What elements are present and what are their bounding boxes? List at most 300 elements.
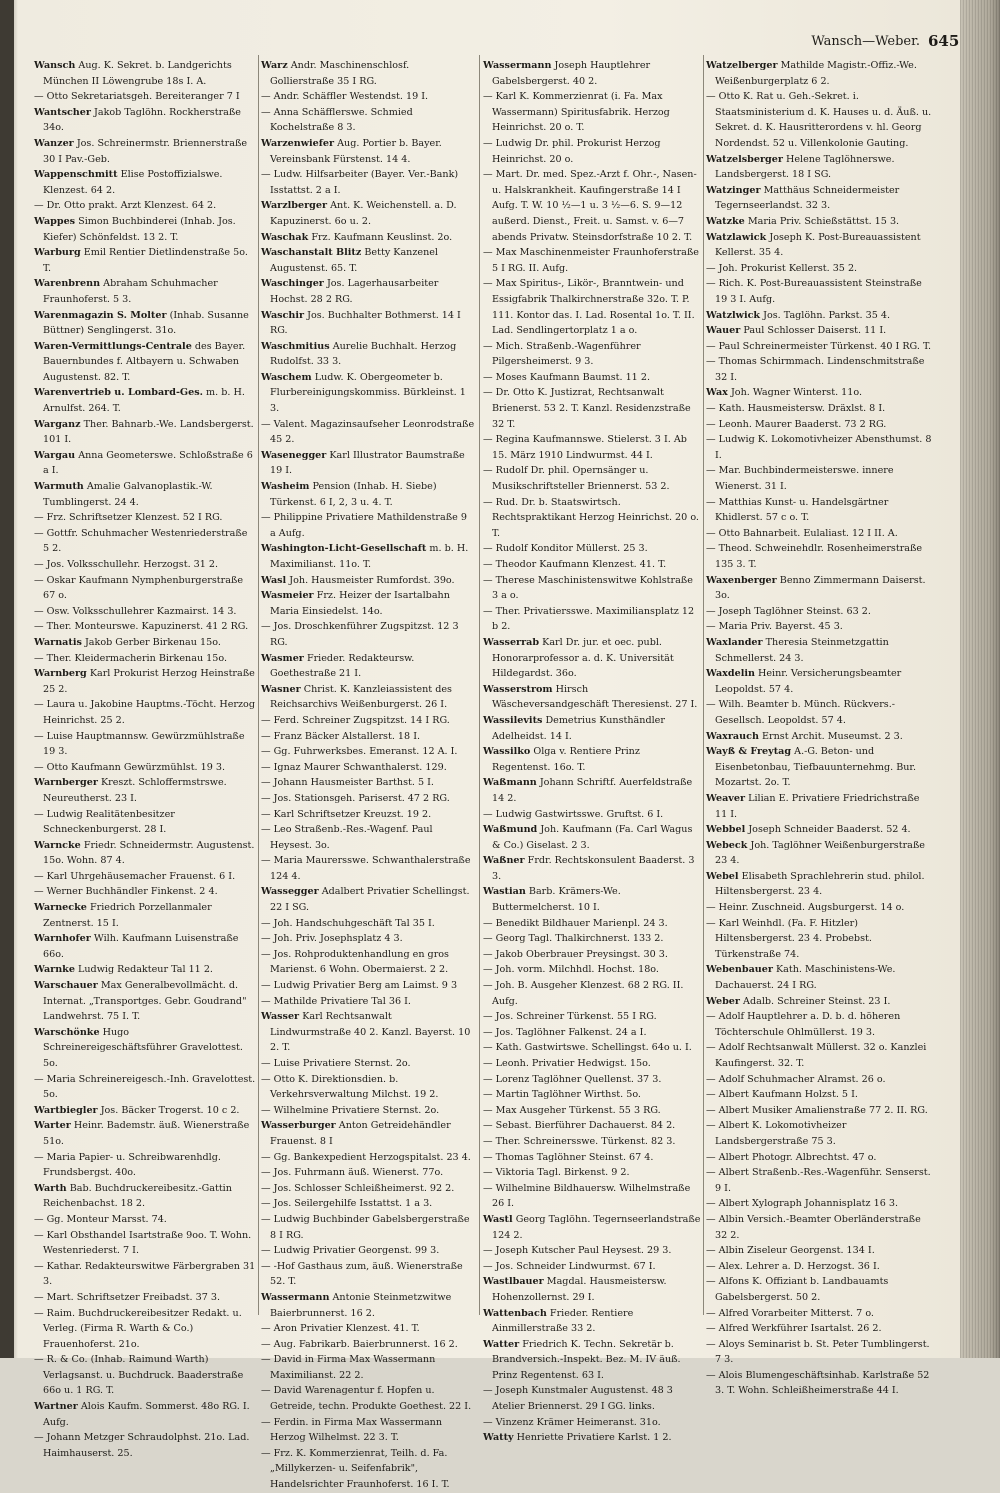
directory-entry (483, 1134, 701, 1150)
entry-details: — Leo Straßenb.-Res.-Wagenf. Paul Heysest. 3o. (261, 824, 433, 851)
entry-details: — Lorenz Taglöhner Quellenst. 37 3. (483, 1073, 662, 1085)
entry-surname: Wastl (483, 1213, 513, 1225)
directory-entry (483, 713, 701, 744)
directory-entry (706, 276, 932, 307)
directory-entry (706, 1368, 932, 1399)
directory-entry (706, 1118, 932, 1149)
running-header: Wansch—Weber. (811, 34, 920, 49)
entry-details: Hirsch Wäscheversandgeschäft Theresienst. 27 I. (492, 683, 698, 711)
directory-entry (261, 1009, 475, 1056)
page-edge-stack (960, 0, 1000, 1358)
entry-surname: Warnatis (34, 636, 82, 648)
directory-entry (483, 1087, 701, 1103)
entry-details: Kath. Maschinistens-We. Dachauerst. 24 I RG. (715, 964, 896, 992)
directory-entry (483, 1243, 701, 1259)
entry-details: Pension (Inhab. H. Siebe) Türkenst. 6 I, 2, 3 u. 4. T. (270, 481, 437, 508)
entry-surname: Waßner (483, 855, 525, 867)
entry-details: — Laura u. Jakobine Hauptms.-Töcht. Herzog Heinrichst. 25 2. (34, 699, 255, 726)
entry-details: — Regina Kaufmannswe. Stielerst. 3 I. Ab 15. März 1910 Lindwurmst. 44 I. (483, 434, 687, 461)
entry-details: — Jos. Schreiner Türkenst. 55 I RG. (483, 1011, 657, 1023)
entry-surname: Wassermann (483, 60, 552, 71)
entry-details: — Maria Priv. Bayerst. 45 3. (706, 621, 843, 633)
directory-entry (706, 1337, 932, 1368)
directory-entry (261, 588, 475, 619)
directory-entry (483, 775, 701, 806)
directory-entry (34, 931, 256, 962)
entry-surname: Wasner (261, 683, 301, 695)
directory-entry (34, 417, 256, 448)
entry-surname: Warth (34, 1182, 67, 1194)
entry-details: — Rudolf Konditor Müllerst. 25 3. (483, 543, 648, 555)
entry-details: — Ther. Kleidermacherin Birkenau 15o. (34, 652, 228, 664)
directory-entry (706, 1072, 932, 1088)
entry-details: — Aloys Seminarist b. St. Peter Tumblingerst. 7 3. (706, 1338, 930, 1366)
entry-details: — Benedikt Bildhauer Marienpl. 24 3. (483, 917, 668, 929)
directory-entry (34, 557, 256, 573)
entry-surname: Warnke (34, 964, 75, 976)
entry-details: Jakob Gerber Birkenau 15o. (84, 636, 221, 648)
entry-details: — Raim. Buchdruckereibesitzer Redakt. u. Verleg. (Firma R. Warth & Co.) Frauenhoferst. 21o. (34, 1307, 242, 1350)
directory-entry (261, 1259, 475, 1290)
entry-details: — Ther. Schreinersswe. Türkenst. 82 3. (483, 1135, 676, 1147)
entry-details: — Frz. Schriftsetzer Klenzest. 52 I RG. (34, 512, 223, 524)
entry-surname: Wappes (34, 215, 76, 227)
entry-surname: Wasenegger (261, 449, 327, 461)
column-rule (258, 55, 259, 1315)
directory-entry (34, 58, 256, 89)
entry-surname: Watzlawick (706, 231, 767, 243)
directory-entry (706, 1087, 932, 1103)
entry-details: — Joh. B. Ausgeher Klenzest. 68 2 RG. II. Aufg. (483, 980, 684, 1007)
entry-surname: Warncke (34, 839, 81, 851)
entry-details: — Max Spiritus-, Likör-, Branntwein- und Essigfabrik Thalkirchnerstraße 32o. T. P. 111. Kontor das. I. Lad. Rosental 1o. T. II. Lad. Sendlingertorplatz 1 a o. (483, 278, 695, 337)
entry-details: — Gottfr. Schuhmacher Westenriederstraße 5 2. (34, 527, 248, 555)
entry-details: — Moses Kaufmann Baumst. 11 2. (483, 371, 650, 383)
entry-details: Georg Taglöhn. Tegernseerlandstraße 124 2. (492, 1213, 701, 1241)
entry-details: — Wilhelmine Bildhauersw. Wilhelmstraße 26 I. (483, 1182, 691, 1210)
entry-details: — Andr. Schäffler Westendst. 19 I. (261, 91, 429, 103)
directory-entry (706, 744, 932, 791)
entry-details: — Jakob Oberbrauer Preysingst. 30 3. (483, 948, 668, 960)
directory-entry (261, 682, 475, 713)
entry-details: Simon Buchbinderei (Inhab. Jos. Kiefer) Schönfeldst. 13 2. T. (43, 215, 236, 243)
entry-surname: Washington-Licht-Gesellschaft (261, 543, 427, 555)
directory-entry (706, 58, 932, 89)
directory-entry (34, 697, 256, 728)
entry-surname: Webenbauer (706, 964, 773, 976)
entry-details: — Albert K. Lokomotivheizer Landsbergerstraße 75 3. (706, 1120, 847, 1147)
directory-entry (34, 448, 256, 479)
entry-details: Joh. Hausmeister Rumfordst. 39o. (289, 574, 455, 586)
directory-entry (706, 89, 932, 151)
directory-entry (261, 136, 475, 167)
directory-entry (483, 853, 701, 884)
directory-entry (706, 900, 932, 916)
directory-entry (483, 1056, 701, 1072)
entry-details: Joh. Kaufmann (Fa. Carl Wagus & Co.) Giselast. 2 3. (492, 824, 693, 851)
directory-entry (261, 853, 475, 884)
directory-entry (34, 198, 256, 214)
directory-entry (483, 1165, 701, 1181)
directory-entry (706, 1243, 932, 1259)
entry-details: — Ther. Privatiersswe. Maximiliansplatz 12 b 2. (483, 605, 695, 633)
directory-entry (483, 884, 701, 915)
entry-details: Benno Zimmermann Daiserst. 3o. (715, 574, 926, 602)
directory-entry (34, 573, 256, 604)
directory-entry (706, 183, 932, 214)
entry-details: — Mich. Straßenb.-Wagenführer Pilgersheimerst. 9 3. (483, 340, 641, 368)
directory-entry (483, 1274, 701, 1305)
directory-entry (34, 1181, 256, 1212)
directory-entry (706, 261, 932, 277)
directory-entry (706, 1212, 932, 1243)
entry-details: — Luise Hauptmannsw. Gewürzmühlstraße 19 3. (34, 730, 245, 758)
entry-surname: Wasmeier (261, 590, 314, 602)
entry-details: — Rud. Dr. b. Staatswirtsch. Rechtspraktikant Herzog Heinrichst. 20 o. T. (483, 496, 699, 539)
directory-entry (483, 89, 701, 136)
entry-details: — Albin Versich.-Beamter Oberländerstraße 32 2. (706, 1213, 921, 1241)
directory-entry (483, 573, 701, 604)
directory-entry (483, 947, 701, 963)
directory-entry (483, 245, 701, 276)
entry-details: — Joseph Kunstmaler Augustenst. 48 3 Atelier Briennerst. 29 I GG. links. (483, 1385, 673, 1413)
directory-entry (706, 1306, 932, 1322)
entry-surname: Warnberger (34, 777, 98, 789)
directory-entry (706, 604, 932, 620)
directory-entry (483, 541, 701, 557)
entry-details: Aug. K. Sekret. b. Landgerichts München II Löwengrube 18s I. A. (43, 60, 232, 87)
directory-entry (34, 1290, 256, 1306)
entry-details: — Jos. Seilergehilfe Isstattst. 1 a 3. (261, 1198, 433, 1210)
directory-entry (34, 167, 256, 198)
entry-details: Joseph Schneider Baaderst. 52 4. (748, 824, 911, 836)
directory-entry (261, 775, 475, 791)
entry-details: Jos. Taglöhn. Parkst. 35 4. (763, 309, 891, 321)
entry-details: Anton Getreidehändler Frauenst. 8 I (270, 1120, 451, 1147)
directory-entry (34, 729, 256, 760)
entry-details: — Georg Tagl. Thalkirchnerst. 133 2. (483, 933, 664, 945)
entry-details: — Joseph Taglöhner Steinst. 63 2. (706, 605, 871, 617)
directory-entry (34, 604, 256, 620)
entry-surname: Watty (483, 1432, 514, 1444)
book-gutter (0, 0, 14, 1358)
entry-details: Matthäus Schneidermeister Tegernseerlandst. 32 3. (715, 184, 900, 212)
directory-entry (34, 1103, 256, 1119)
entry-surname: Waxrauch (706, 730, 759, 742)
directory-entry (261, 245, 475, 276)
entry-surname: Warzenwiefer (261, 137, 335, 149)
entry-details: — Sebast. Bierführer Dachauerst. 84 2. (483, 1120, 676, 1132)
entry-details: — Otto Sekretariatsgeh. Bereiteranger 7 I (34, 91, 240, 103)
entry-surname: Wauer (706, 325, 741, 337)
entry-surname: Waxlander (706, 636, 763, 648)
entry-details: — Jos. Schlosser Schleißheimerst. 92 2. (261, 1182, 455, 1194)
entry-details: — Albin Ziseleur Georgenst. 134 I. (706, 1245, 875, 1257)
directory-entry (706, 1165, 932, 1196)
entry-details: — Ludwig Realitätenbesitzer Schneckenburgerst. 28 I. (34, 808, 175, 836)
directory-entry (483, 1009, 701, 1025)
entry-surname: Wartner (34, 1401, 78, 1413)
entry-surname: Waschmitius (261, 340, 330, 352)
entry-details: Jos. Lagerhausarbeiter Hochst. 28 2 RG. (270, 278, 439, 305)
entry-details: Hugo Schreinereigeschäftsführer Gravelottest. 5o. (43, 1026, 243, 1069)
entry-surname: Watzke (706, 215, 745, 227)
entry-details: Adalbert Privatier Schellingst. 22 I SG. (270, 886, 470, 914)
entry-surname: Watter (483, 1338, 520, 1350)
entry-surname: Wasserburger (261, 1120, 336, 1132)
entry-details: Lilian E. Privatiere Friedrichstraße 11 I. (715, 792, 920, 820)
entry-details: Maria Priv. Schießstättst. 15 3. (747, 215, 900, 227)
entry-details: — David Warenagentur f. Hopfen u. Getreide, techn. Produkte Goethest. 22 I. (261, 1385, 472, 1413)
entry-details: Mathilde Magistr.-Offiz.-We. Weißenburgerplatz 6 2. (715, 60, 917, 87)
directory-entry (706, 1150, 932, 1166)
directory-entry (706, 417, 932, 433)
entry-surname: Wassilevits (483, 714, 543, 726)
entry-details: — Albert Photogr. Albrechtst. 47 o. (706, 1151, 877, 1163)
directory-entry (706, 214, 932, 230)
directory-entry (261, 791, 475, 807)
directory-entry (34, 838, 256, 869)
directory-entry (706, 1274, 932, 1305)
entry-details: — Ludwig Dr. phil. Prokurist Herzog Heinrichst. 20 o. (483, 137, 661, 165)
directory-entry (34, 666, 256, 697)
entry-surname: Wasserstrom (483, 683, 553, 695)
directory-entry (261, 1337, 475, 1353)
directory-entry (706, 916, 932, 963)
entry-surname: Waschanstalt Blitz (261, 247, 362, 259)
column-4 (706, 58, 932, 1397)
directory-entry (483, 58, 701, 89)
entry-details: — Gg. Monteur Marsst. 74. (34, 1213, 167, 1225)
entry-surname: Warenbrenn (34, 278, 101, 290)
entry-surname: Warschönke (34, 1026, 100, 1038)
entry-details: — Ferd. Schreiner Zugspitzst. 14 I RG. (261, 714, 450, 726)
entry-surname: Waschem (261, 371, 312, 383)
directory-entry (261, 1196, 475, 1212)
directory-entry (706, 1321, 932, 1337)
directory-entry (261, 1181, 475, 1197)
entry-details: — David in Firma Max Wassermann Maximilianst. 22 2. (261, 1354, 436, 1381)
entry-details: A.-G. Beton- und Eisenbetonbau, Tiefbauunternehmg. Bur. Mozartst. 2o. T. (715, 746, 917, 789)
entry-details: — Therese Maschinistenswitwe Kohlstraße 3 a o. (483, 574, 693, 602)
entry-details: — Otto Kaufmann Gewürzmühlst. 19 3. (34, 761, 226, 773)
directory-entry (483, 1181, 701, 1212)
entry-details: (Inhab. Susanne Büttner) Senglingerst. 31o. (43, 309, 249, 337)
directory-entry (261, 89, 475, 105)
entry-details: des Bayer. Bauernbundes f. Altbayern u. Schwaben Augustenst. 82. T. (43, 340, 246, 383)
column-1 (34, 58, 256, 1459)
directory-entry (261, 479, 475, 510)
directory-entry (34, 900, 256, 931)
entry-details: — Jos. Fuhrmann äuß. Wienerst. 77o. (261, 1167, 444, 1179)
entry-details: Frdr. Rechtskonsulent Baaderst. 3 3. (492, 855, 695, 882)
entry-details: — Vinzenz Krämer Heimeranst. 31o. (483, 1416, 661, 1428)
directory-entry (483, 370, 701, 386)
directory-entry (261, 1290, 475, 1321)
directory-entry (34, 89, 256, 105)
directory-entry (34, 1118, 256, 1149)
entry-details: — Leonh. Maurer Baaderst. 73 2 RG. (706, 418, 887, 430)
entry-details: — Jos. Volksschullehr. Herzogst. 31 2. (34, 559, 219, 570)
directory-entry (34, 1306, 256, 1353)
entry-details: — Martin Taglöhner Wirthst. 5o. (483, 1089, 641, 1101)
page-number: 645 (928, 32, 960, 50)
entry-details: — Heinr. Zuschneid. Augsburgerst. 14 o. (706, 902, 905, 914)
entry-details: Karl Rechtsanwalt Lindwurmstraße 40 2. Kanzl. Bayerst. 10 2. T. (270, 1011, 471, 1054)
entry-surname: Waschinger (261, 278, 324, 290)
entry-details: — Frz. K. Kommerzienrat, Teilh. d. Fa. „Millykerzen- u. Seifenfabrik", Handelsrichter Fraunhoferst. 16 I. T. (261, 1447, 450, 1491)
entry-details: Paul Schlosser Daiserst. 11 I. (743, 325, 887, 337)
directory-entry (34, 245, 256, 276)
directory-entry (34, 869, 256, 885)
entry-details: Alois Kaufm. Sommerst. 48o RG. I. Aufg. (43, 1401, 250, 1428)
directory-entry (34, 136, 256, 167)
entry-details: Ludwig Redakteur Tal 11 2. (78, 964, 213, 976)
entry-surname: Warnberg (34, 668, 87, 680)
directory-entry (261, 1056, 475, 1072)
entry-surname: Wappenschmitt (34, 169, 118, 181)
directory-entry (706, 1103, 932, 1119)
entry-details: — Aron Privatier Klenzest. 41. T. (261, 1323, 420, 1335)
entry-details: — Karl Schriftsetzer Kreuzst. 19 2. (261, 808, 432, 820)
directory-entry (261, 370, 475, 417)
entry-surname: Warganz (34, 418, 81, 430)
directory-entry (34, 1072, 256, 1103)
entry-details: — Alex. Lehrer a. D. Herzogst. 36 I. (706, 1260, 880, 1272)
entry-details: — Valent. Magazinsaufseher Leonrodstraße 45 2. (261, 418, 475, 446)
directory-entry (261, 1165, 475, 1181)
entry-surname: Warenvertrieb u. Lombard-Ges. (34, 387, 203, 399)
column-rule (479, 55, 480, 1315)
directory-entry (261, 339, 475, 370)
entry-details: — Aug. Fabrikarb. Baierbrunnerst. 16 2. (261, 1338, 458, 1350)
entry-details: — Max Maschinenmeister Fraunhoferstraße 5 I RG. II. Aufg. (483, 247, 699, 274)
column-rule (703, 55, 704, 1315)
entry-details: — Albert Xylograph Johannisplatz 16 3. (706, 1198, 899, 1210)
entry-details: Henriette Privatiere Karlst. 1 2. (516, 1432, 672, 1444)
directory-entry (261, 651, 475, 682)
entry-details: — Karl K. Kommerzienrat (i. Fa. Max Wassermann) Spiritusfabrik. Herzog Heinrichst. 20 o. T. (483, 91, 670, 134)
entry-details: — Joh. vorm. Milchhdl. Hochst. 18o. (483, 964, 659, 976)
directory-entry (34, 105, 256, 136)
directory-entry (706, 619, 932, 635)
entry-details: — Thomas Taglöhner Steinst. 67 4. (483, 1151, 654, 1163)
directory-entry (261, 230, 475, 246)
entry-details: Antonie Steinmetzwitwe Baierbrunnerst. 16 2. (270, 1291, 452, 1319)
column-2 (261, 58, 475, 1491)
directory-entry (261, 619, 475, 650)
entry-details: — Karl Obsthandel Isartstraße 9oo. T. Wohn. Westenriederst. 7 I. (34, 1229, 252, 1257)
entry-details: — Ludwig Buchbinder Gabelsbergerstraße 8 I RG. (261, 1213, 470, 1241)
entry-details: Jos. Bäcker Trogerst. 10 c 2. (100, 1104, 240, 1116)
entry-details: — Jos. Rohproduktenhandlung en gros Marienst. 6 Wohn. Obermaierst. 2 2. (261, 948, 449, 976)
entry-surname: Webel (706, 870, 739, 882)
directory-entry (483, 1383, 701, 1414)
entry-details: — Franz Bäcker Alstallerst. 18 I. (261, 730, 421, 742)
entry-details: Emil Rentier Dietlindenstraße 5o. T. (43, 247, 248, 274)
entry-details: — Kathar. Redakteurswitwe Färbergraben 31 3. (34, 1260, 256, 1288)
entry-details: Karl Prokurist Herzog Heinstraße 25 2. (43, 668, 255, 695)
directory-entry (261, 729, 475, 745)
entry-details: Karl Dr. jur. et oec. publ. Honorarprofessor a. d. K. Universität Hildegardst. 36o. (492, 636, 674, 680)
entry-surname: Wassermann (261, 1291, 330, 1303)
entry-surname: Warnecke (34, 902, 87, 914)
directory-entry (706, 526, 932, 542)
entry-details: — Thomas Schirmmach. Lindenschmitstraße 32 I. (706, 356, 925, 383)
directory-entry (34, 651, 256, 667)
entry-details: — Mar. Buchbindermeisterswe. innere Wienerst. 31 I. (706, 465, 894, 493)
directory-entry (34, 339, 256, 386)
entry-details: Friedrich K. Techn. Sekretär b. Brandversich.-Inspekt. Bez. M. IV äuß. Prinz Regentenst. 63 I. (492, 1338, 681, 1381)
directory-entry (261, 1150, 475, 1166)
entry-details: — -Hof Gasthaus zum, äuß. Wienerstraße 52. T. (261, 1260, 463, 1288)
directory-entry (706, 869, 932, 900)
entry-details: — Rich. K. Post-Bureauassistent Steinstraße 19 3 I. Aufg. (706, 278, 922, 305)
entry-details: — Mathilde Privatiere Tal 36 I. (261, 995, 411, 1007)
entry-details: Ludw. K. Obergeometer b. Flurbereinigungskommiss. Bürkleinst. 1 3. (270, 371, 466, 415)
entry-details: Elisabeth Sprachlehrerin stud. philol. Hiltensbergerst. 23 4. (715, 870, 925, 898)
entry-details: Frieder. Redakteursw. Goethestraße 21 I. (270, 652, 415, 680)
entry-details: — Joseph Kutscher Paul Heysest. 29 3. (483, 1245, 672, 1257)
directory-entry (34, 1025, 256, 1072)
directory-entry (483, 1430, 701, 1446)
entry-details: — Gg. Bankexpedient Herzogspitalst. 23 4. (261, 1151, 471, 1163)
directory-entry (706, 791, 932, 822)
entry-details: Kreszt. Schloffermstrswe. Neureutherst. 23 I. (43, 777, 227, 804)
entry-details: Wilh. Kaufmann Luisenstraße 66o. (43, 933, 239, 960)
entry-details: Jos. Schreinermstr. Briennerstraße 30 I Pav.-Geb. (43, 137, 248, 165)
entry-details: Frz. Heizer der Isartalbahn Maria Einsiedelst. 14o. (270, 590, 450, 617)
entry-surname: Warzlberger (261, 200, 328, 212)
entry-details: Friedrich Porzellanmaler Zentnerst. 15 I. (43, 902, 212, 929)
directory-entry (261, 308, 475, 339)
entry-surname: Watzelberger (706, 60, 778, 71)
entry-details: — Karl Uhrgehäusemacher Frauenst. 6 I. (34, 870, 236, 882)
entry-details: Magdal. Hausmeistersw. Hohenzollernst. 29 I. (492, 1276, 667, 1303)
entry-details: Theresia Steinmetzgattin Schmellerst. 24 3. (715, 636, 889, 664)
directory-entry (483, 385, 701, 432)
entry-surname: Wastian (483, 886, 526, 898)
column-3 (483, 58, 701, 1444)
directory-entry (34, 479, 256, 510)
entry-details: — Osw. Volksschullehrer Kazmairst. 14 3. (34, 605, 237, 617)
directory-entry (261, 1446, 475, 1493)
directory-entry (483, 1259, 701, 1275)
entry-surname: Waren-Vermittlungs-Centrale (34, 340, 192, 352)
entry-details: — Ther. Monteurswe. Kapuzinerst. 41 2 RG. (34, 621, 249, 633)
directory-entry (706, 308, 932, 324)
directory-entry (706, 994, 932, 1010)
directory-entry (483, 822, 701, 853)
entry-surname: Wastlbauer (483, 1276, 544, 1288)
entry-surname: Wartbiegler (34, 1104, 98, 1116)
entry-details: — Ludw. Hilfsarbeiter (Bayer. Ver.-Bank) Isstattst. 2 a I. (261, 169, 459, 196)
entry-details: — Wilhelmine Privatiere Sternst. 2o. (261, 1104, 440, 1116)
entry-surname: Wattenbach (483, 1307, 547, 1319)
entry-surname: Waßmund (483, 824, 538, 836)
directory-entry (706, 339, 932, 355)
entry-surname: Warter (34, 1120, 71, 1132)
directory-entry (483, 1337, 701, 1384)
entry-details: — Viktoria Tagl. Birkenst. 9 2. (483, 1167, 630, 1179)
directory-entry (483, 1118, 701, 1134)
directory-entry (261, 1321, 475, 1337)
directory-entry (261, 1415, 475, 1446)
entry-details: Amalie Galvanoplastik.-W. Tumblingerst. 24 4. (43, 481, 213, 508)
directory-entry (706, 697, 932, 728)
directory-entry (34, 760, 256, 776)
directory-entry (34, 1399, 256, 1430)
